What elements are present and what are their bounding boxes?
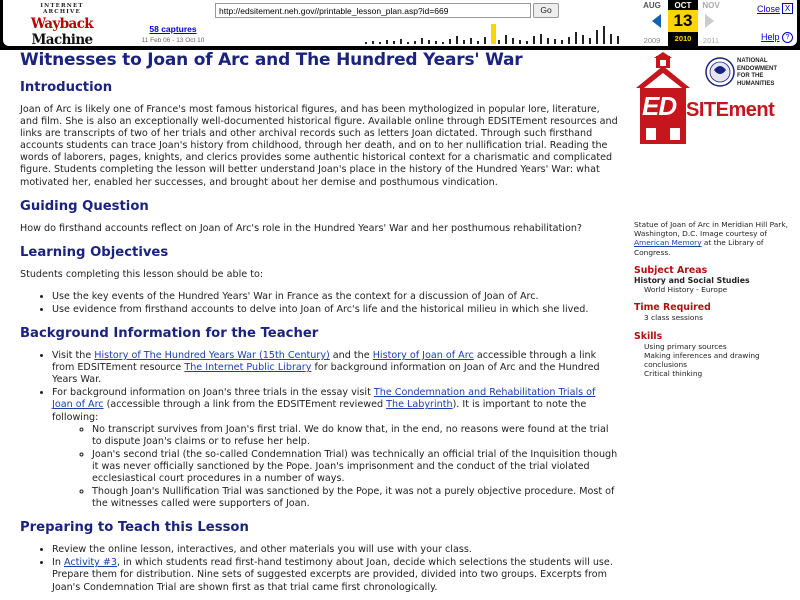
capture-bar (505, 35, 507, 44)
time-required-value: 3 class sessions (644, 313, 703, 323)
preparing-heading: Preparing to Teach this Lesson (20, 520, 249, 536)
current-month-label: OCT (674, 1, 692, 10)
wayback-toolbar (0, 0, 800, 50)
guiding-question-text: How do firsthand accounts reflect on Joan of Arc's role in the Hundred Years' War and her posthumous rehabilitation? (20, 222, 582, 234)
captures-sparkline[interactable] (215, 22, 631, 44)
image-caption-text: at the Library of Congress. (634, 238, 764, 257)
capture-bar (596, 30, 598, 44)
capture-bar (554, 39, 556, 44)
learning-objectives-list (20, 291, 618, 316)
labyrinth-link[interactable]: The Labyrinth (386, 399, 453, 411)
background-text: For background information on Joan's three trials in the essay visit (52, 387, 374, 399)
capture-bar (414, 41, 416, 44)
captures-range: 11 Feb 06 - 13 Oct 10 (141, 37, 205, 44)
capture-bar (463, 40, 465, 44)
wayback-logo-word2: Machine (31, 32, 93, 48)
capture-bar (477, 41, 479, 44)
lesson-main-content (20, 78, 618, 600)
learning-objectives-intro: Students completing this lesson should be able to: (20, 268, 264, 280)
capture-bar (603, 26, 605, 44)
capture-bar (470, 38, 472, 44)
help-icon[interactable]: ? (782, 32, 793, 43)
background-text: ). It is important to note the following: (52, 399, 587, 423)
background-list (20, 350, 618, 510)
prev-month-label[interactable]: AUG (643, 1, 661, 10)
logo-site-text: SITEment (686, 99, 775, 121)
wayback-logo[interactable] (21, 3, 103, 48)
capture-bar (575, 32, 577, 44)
close-icon[interactable]: X (782, 3, 793, 14)
preparing-text: In (52, 557, 64, 569)
next-month-label: NOV (702, 1, 720, 10)
skill-item: Making inferences and drawing conclusions (644, 350, 760, 369)
trial-notes-list (52, 424, 618, 511)
wayback-logo-top: INTERNET ARCHIVE (40, 3, 84, 15)
current-year-label: 2010 (674, 34, 692, 43)
capture-bar (365, 42, 367, 44)
capture-bar (540, 34, 542, 44)
background-text: and the (329, 350, 373, 362)
prev-year-label[interactable]: 2009 (643, 36, 661, 45)
capture-bar (400, 39, 402, 44)
preparing-text: , in which students read first-hand testimony about Joan, decide which selections the students will use. Prepare them for distribution. Nine sets of suggested excerpts are provided, divided into two groups. Excerpts from Joan's Condemnation Trial are shown first as that trial came first chronologically. (52, 557, 613, 593)
current-capture-date (668, 0, 698, 46)
capture-bar (519, 40, 521, 44)
wayback-logo-word1: Wayback (30, 16, 94, 32)
internet-public-library-link[interactable]: The Internet Public Library (184, 362, 312, 374)
hundred-years-war-link[interactable]: History of The Hundred Years War (15th Century) (94, 350, 330, 362)
learning-objectives-heading: Learning Objectives (20, 244, 169, 260)
capture-bar (456, 36, 458, 44)
capture-bar (526, 41, 528, 44)
logo-ed-text: ED (642, 91, 677, 121)
go-button[interactable]: Go (533, 3, 559, 18)
current-capture-marker (491, 24, 496, 44)
intro-text: Joan of Arc is likely one of France's most famous historical figures, and has been mythologized in popular lore, literature, and film. She is also an exceptionally well-documented historical figure. Available online through EDSITEment resources and links are transcripts of two of her trials and other archival records such as letters Joan dictated. Through such firsthand accounts students can trace Joan's history from childhood, through her death, and on to her nullification trial. Reading the words of laborers, pages, knights, and clerics provides some authentic historical context for a charismatic and complicated figure. Students completing the lesson will better understand Joan's place in the history of the Hundred Years' War: what motivated her, enabled her successes, and brought about her demise and posthumous vindication. (20, 104, 618, 188)
image-caption-text: Statue of Joan of Arc in Meridian Hill Park, Washington, D.C. Image courtesy of (634, 220, 788, 239)
edsitement-logo[interactable] (634, 52, 784, 152)
skill-item: Using primary sources (644, 341, 727, 351)
capture-bar (407, 42, 409, 44)
time-required-heading: Time Required (634, 302, 711, 314)
capture-bar (449, 39, 451, 44)
current-day-label: 13 (668, 10, 698, 32)
capture-bar (442, 42, 444, 44)
capture-bar (372, 41, 374, 44)
neh-text: NATIONAL ENDOWMENT FOR THE HUMANITIES (737, 58, 777, 87)
next-capture-arrow-icon (705, 14, 714, 28)
preparing-item: • Review the online lesson, interactives, and other materials you will use with your class. (52, 544, 618, 556)
capture-bar (533, 36, 535, 44)
capture-bar (498, 40, 500, 44)
capture-bar (617, 36, 619, 44)
skills-heading: Skills (634, 330, 663, 342)
american-memory-link[interactable]: American Memory (634, 238, 702, 248)
capture-bar (428, 40, 430, 44)
capture-bar (582, 35, 584, 44)
background-text: Visit the (52, 350, 95, 362)
capture-bar (393, 41, 395, 44)
prev-capture-arrow-icon[interactable] (652, 14, 661, 28)
image-caption (634, 220, 792, 257)
capture-bar (435, 41, 437, 44)
subject-area-item: World History - Europe (644, 285, 728, 295)
next-year-label: 2011 (702, 36, 720, 45)
capture-bar (386, 40, 388, 44)
wayback-toolbar-panel (3, 0, 797, 46)
intro-heading: Introduction (20, 80, 113, 95)
objective-item: • Use evidence from firsthand accounts to delve into Joan of Arc's life and the historical milieu in which she lived. (52, 304, 618, 316)
subject-area-value: History and Social Studies (634, 275, 750, 285)
background-item (52, 350, 618, 386)
capture-bar (561, 40, 563, 44)
trial-note-item: ◦ No transcript survives from Joan's first trial. We do know that, in the end, no reasons were found at the trial to dispute Joan's claims or to refuse her help. (92, 424, 618, 448)
page-title: Witnesses to Joan of Arc and The Hundred Years' War (20, 50, 523, 70)
trial-note-item: ◦ Joan's second trial (the so-called Condemnation Trial) was technically an official trial of the Inquisition though it was never officially sanctioned by the Pope. Joan's imprisonment and the conduct of the trial violated ecclesiastical court procedures in a number of ways. (92, 449, 618, 485)
trial-note-item: ◦ Though Joan's Nullification Trial was sanctioned by the Pope, it was not a purely objective procedure. Most of the witnesses called were supporters of Joan. (92, 486, 618, 510)
background-heading: Background Information for the Teacher (20, 326, 319, 342)
capture-bar (379, 42, 381, 44)
condemnation-trials-link[interactable]: The Condemnation and Rehabilitation Trials of Joan of Arc (52, 387, 596, 411)
skill-item: Critical thinking (644, 368, 703, 378)
captures-link[interactable]: 58 captures (149, 24, 197, 34)
background-item (52, 387, 618, 510)
background-text: for background information on Joan of Arc and the Hundred Years War. (52, 362, 600, 386)
capture-bar (547, 38, 549, 44)
close-link[interactable]: Close (757, 4, 781, 14)
preparing-item (52, 557, 618, 593)
preparing-list (20, 544, 618, 593)
wayback-url-input[interactable] (215, 3, 531, 18)
joan-of-arc-history-link[interactable]: History of Joan of Arc (372, 350, 474, 362)
background-text: accessible through a link from EDSITEment resource (52, 350, 597, 374)
capture-bar (589, 38, 591, 44)
capture-bar (484, 37, 486, 44)
capture-bar (568, 37, 570, 44)
objective-item: • Use the key events of the Hundred Years' War in France as the context for a discussion of Joan of Arc. (52, 291, 618, 303)
guiding-question-heading: Guiding Question (20, 198, 149, 214)
help-link[interactable]: Help (761, 32, 780, 42)
activity-3-link[interactable]: Activity #3 (63, 557, 118, 569)
capture-bar (512, 38, 514, 44)
capture-bar (610, 34, 612, 44)
lesson-sidebar (634, 52, 792, 378)
subject-areas-heading: Subject Areas (634, 264, 708, 276)
background-text: (accessible through a link from the EDSITEment reviewed (103, 399, 387, 411)
capture-bar (421, 38, 423, 44)
